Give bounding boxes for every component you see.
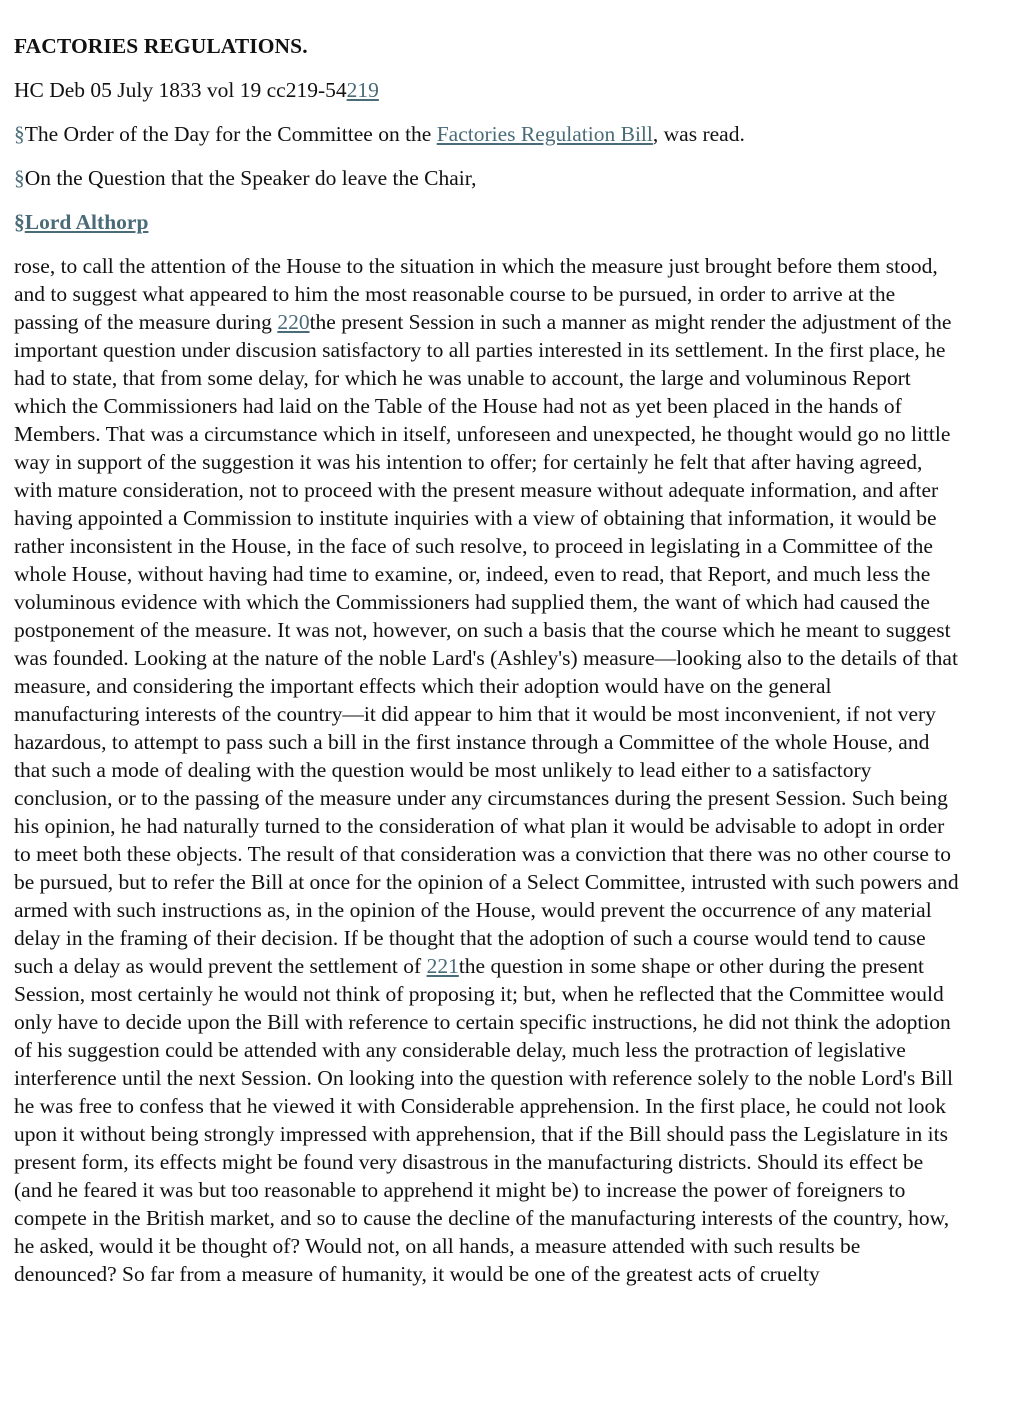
order-text-before: The Order of the Day for the Committee on the — [24, 122, 437, 146]
section-marker: § — [14, 166, 25, 190]
section-marker: § — [14, 210, 25, 234]
order-text-after: , was read. — [652, 122, 745, 146]
citation-line — [14, 76, 996, 104]
factories-regulation-bill-link[interactable]: Factories Regulation Bill — [436, 122, 653, 146]
speech-text-part-2: the present Session in such a manner as might render the adjustment of the important question under discusion satisfactory to all parties interested in its settlement. In the first place, he had to state, that from some delay, for which he was unable to account, the large and voluminous Report which the Commissioners had laid on the Table of the House had not as yet been placed in the hands of Members. That was a circumstance which in itself, unforeseen and unexpected, he thought would go no little way in support of the suggestion it was his intention to offer; for certainly he felt that after having agreed, with mature consideration, not to proceed with the present measure without adequate information, and after having appointed a Commission to institute inquiries with a view of obtaining that information, it would be rather inconsistent in the House, in the face of such resolve, to proceed in legislating in a Committee of the whole House, without having had time to examine, or, indeed, even to read, that Report, and much less the voluminous evidence with which the Commissioners had supplied them, the want of which had caused the postponement of the measure. It was not, however, on such a basis that the course which he meant to suggest was founded. Looking at the nature of the noble Lard's (Ashley's) measure—looking also to the details of that measure, and considering the important effects which their adoption would have on the general manufacturing interests of the country—it did appear to him that it would be most inconvenient, if not very hazardous, to attempt to pass such a bill in the first instance through a Committee of the whole House, and that such a mode of dealing with the question would be most unlikely to lead either to a satisfactory conclusion, or to the passing of the measure under any circumstances during the present Session. Such being his opinion, he had naturally turned to the consideration of what plan it would be advisable to adopt in order to meet both these objects. The result of that consideration was a conviction that there was no other course to be pursued, but to refer the Bill at once for the opinion of a Select Committee, intrusted with such powers and armed with such instructions as, in the opinion of the House, would prevent the occurrence of any material delay in the framing of their decision. If be thought that the adoption of such a course would tend to cause such a delay as would prevent the settlement of — [14, 310, 959, 978]
speaker-link-lord-althorp[interactable]: Lord Althorp — [24, 210, 149, 234]
speech-text-part-3: the question in some shape or other during the present Session, most certainly he would not think of proposing it; but, when he reflected that the Committee would only have to decide upon the Bill with reference to certain specific instructions, he did not think the adoption of his suggestion could be attended with any considerable delay, much less the protraction of legislative interference until the next Session. On looking into the question with reference solely to the noble Lord's Bill he was free to confess that he viewed it with Considerable apprehension. In the first place, he could not look upon it without being strongly impressed with apprehension, that if the Bill should pass the Legislature in its present form, its effects might be found very disastrous in the manufacturing districts. Should its effect be (and he feared it was but too reasonable to apprehend it might be) to increase the power of foreigners to compete in the British market, and so to cause the decline of the manufacturing interests of the country, how, he asked, would it be thought of? Would not, on all hands, a measure attended with such results be denounced? So far from a measure of humanity, it would be one of the greatest acts of cruelty — [14, 954, 953, 1286]
column-link-219[interactable]: 219 — [346, 78, 379, 102]
citation-text: HC Deb 05 July 1833 vol 19 cc219-54 — [14, 78, 347, 102]
column-link-221[interactable]: 221 — [426, 954, 459, 978]
order-of-day-line — [14, 120, 996, 148]
speech-body — [14, 252, 959, 1288]
page-title: FACTORIES REGULATIONS. — [14, 34, 308, 58]
speech-text-part-1: rose, to call the attention of the House to the situation in which the measure just brought before them stood, and to suggest what appeared to him the most reasonable course to be pursued, in order to arrive at the passing of the measure during — [14, 254, 938, 334]
speaker-heading — [14, 208, 996, 236]
question-text: On the Question that the Speaker do leave the Chair, — [24, 166, 477, 190]
section-marker: § — [14, 122, 25, 146]
column-link-220[interactable]: 220 — [277, 310, 310, 334]
question-line — [14, 164, 996, 192]
